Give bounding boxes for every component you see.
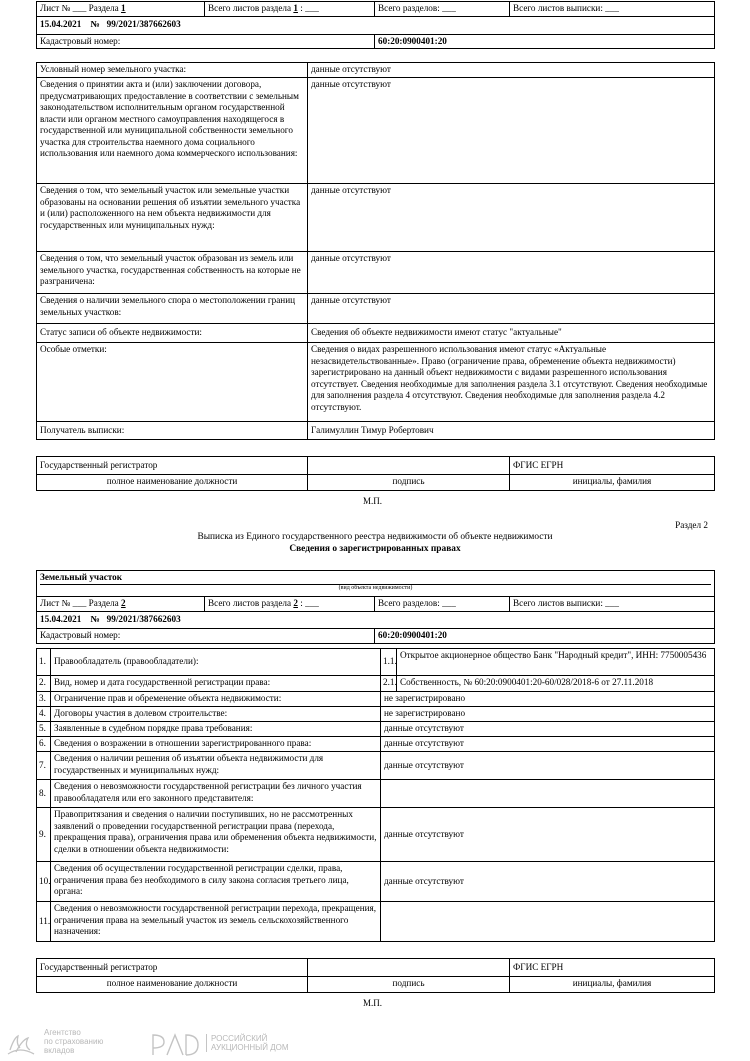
s2-date-number: 15.04.2021 № 99/2021/387662603	[37, 612, 715, 629]
s2-total-sections: Всего разделов: ___	[375, 597, 510, 612]
s2-row-label: Правопритязания и сведения о наличии поступивших, но не рассмотренных заявлений о проведении государственной регистрации права (перехода, прекращения права), ограничения права или обременения объекта недвижимости, сделки в отношении объекта недвижимости:	[51, 808, 381, 862]
registrar-name: ФГИС ЕГРН	[510, 959, 715, 977]
s2-row-label: Правообладатель (правообладатели):	[51, 649, 381, 676]
s2-row-value: данные отсутствуют	[381, 722, 715, 737]
registrar-signature	[308, 959, 510, 977]
s2-row-label: Сведения о невозможности государственной регистрации перехода, прекращения, ограничения права на земельный участок из земель сельскохозяйственного назначения:	[51, 902, 381, 942]
s2-row-value	[381, 902, 715, 942]
s1-header-table	[36, 1, 715, 49]
s1-main-table	[36, 62, 715, 440]
s1-date-number: 15.04.2021 № 99/2021/387662603	[37, 16, 715, 34]
s1-row-label: Получатель выписки:	[37, 422, 308, 440]
s2-row-label: Ограничение прав и обременение объекта недвижимости:	[51, 692, 381, 707]
s2-row-num: 2.	[37, 676, 51, 692]
object-type-cell	[37, 571, 715, 597]
s1-sheet-no: Лист № ___ Раздела 1	[37, 2, 205, 17]
caption-position: полное наименование должности	[37, 977, 308, 993]
s2-row-value: данные отсутствуют	[381, 752, 715, 780]
registrar-signature	[308, 457, 510, 475]
s2-row-label: Заявленные в судебном порядке права требования:	[51, 722, 381, 737]
s1-row-label: Сведения о принятии акта и (или) заключении договора, предусматривающих предоставление в соответствии с земельным законодательством исполнительным органом государственной власти или органом местного самоуправления находящегося в государственной или муниципальной собственности земельного участка для строительства наемного дома социального использования или наемного дома коммерческого использования:	[37, 78, 308, 184]
s2-row-num: 7.	[37, 752, 51, 780]
s2-row-label: Сведения об осуществлении государственной регистрации сделки, права, ограничения права без необходимого в силу закона согласия третьего лица, органа:	[51, 862, 381, 902]
s2-header-table	[36, 570, 715, 644]
asv-logo-icon	[4, 1026, 38, 1058]
s1-row-value: Галимуллин Тимур Робертович	[308, 422, 715, 440]
object-type: Земельный участок	[40, 572, 123, 582]
s2-row-num: 6.	[37, 737, 51, 752]
s2-row-value: Открытое акционерное общество Банк "Народный кредит", ИНН: 7750005436	[397, 649, 715, 676]
caption-signature: подпись	[308, 475, 510, 491]
s2-subtitle: Сведения о зарегистрированных правах	[289, 544, 461, 554]
s2-sheet-no: Лист № ___ Раздела 2	[37, 597, 205, 612]
s2-row-label: Сведения о невозможности государственной регистрации без личного участия правообладателя или его законного представителя:	[51, 780, 381, 808]
s1-row-value: данные отсутствуют	[308, 63, 715, 78]
s1-row-label: Сведения о том, что земельный участок образован из земель или земельного участка, государственная собственность на которые не разграничена:	[37, 252, 308, 294]
rad-logo-icon	[150, 1030, 202, 1058]
s1-total-sheets: Всего листов выписки: ___	[510, 2, 715, 17]
stamp-place: М.П.	[363, 496, 383, 506]
s1-row-label: Сведения о том, что земельный участок или земельные участки образованы на основании решения об изъятии земельного участка и (или) расположенного на нем объекта недвижимости для государственных или муниципальных нужд:	[37, 184, 308, 252]
s2-row-num: 10.	[37, 862, 51, 902]
s2-row-num: 9.	[37, 808, 51, 862]
s1-row-label: Сведения о наличии земельного спора о местоположении границ земельных участков:	[37, 294, 308, 324]
s1-row-label: Условный номер земельного участка:	[37, 63, 308, 78]
s2-row-value: данные отсутствуют	[381, 737, 715, 752]
s2-row-value: данные отсутствуют	[381, 862, 715, 902]
s1-total-sections: Всего разделов: ___	[375, 2, 510, 17]
s2-row-label: Договоры участия в долевом строительстве:	[51, 707, 381, 722]
s2-row-subnum: 1.1.	[381, 649, 397, 676]
caption-name: инициалы, фамилия	[510, 977, 715, 993]
s1-row-value: данные отсутствуют	[308, 252, 715, 294]
s2-row-subnum: 2.1.	[381, 676, 397, 692]
s2-row-num: 3.	[37, 692, 51, 707]
s2-title: Выписка из Единого государственного реестра недвижимости об объекте недвижимости	[197, 532, 553, 542]
s2-signature-table	[36, 958, 715, 993]
s1-row-value: данные отсутствуют	[308, 78, 715, 184]
s2-row-num: 1.	[37, 649, 51, 676]
stamp-place: М.П.	[363, 998, 383, 1008]
s1-total-sheets-section: Всего листов раздела 1 : ___	[205, 2, 375, 17]
registrar-name: ФГИС ЕГРН	[510, 457, 715, 475]
registrar-position: Государственный регистратор	[37, 457, 308, 475]
s1-row-value: Сведения о видах разрешенного использования имеют статус «Актуальные незасвидетельствованные». Право (ограничение права, обременение объекта недвижимости) зарегистрировано на данный объект недвижимости с видами разрешенного использования отсутствует. Сведения необходимые для заполнения раздела 3.1 отсутствуют. Сведения необходимые для заполнения раздела 4 отсутствуют. Сведения необходимые для заполнения раздела 4.2 отсутствуют.	[308, 343, 715, 422]
s2-total-sheets: Всего листов выписки: ___	[510, 597, 715, 612]
s2-total-sheets-section: Всего листов раздела 2 : ___	[205, 597, 375, 612]
s2-row-value	[381, 780, 715, 808]
s1-row-label: Особые отметки:	[37, 343, 308, 422]
s2-rights-table	[36, 648, 715, 942]
s2-row-label: Сведения о наличии решения об изъятии объекта недвижимости для государственных и муниципальных нужд:	[51, 752, 381, 780]
s2-row-value: не зарегистрировано	[381, 692, 715, 707]
s1-row-value: Сведения об объекте недвижимости имеют статус "актуальные"	[308, 324, 715, 343]
s1-signature-table	[36, 456, 715, 491]
s1-row-value: данные отсутствуют	[308, 294, 715, 324]
s2-cad-label: Кадастровый номер:	[37, 629, 375, 644]
rad-logo: РОССИЙСКИЙ АУКЦИОННЫЙ ДОМ	[150, 1030, 330, 1058]
s2-row-num: 4.	[37, 707, 51, 722]
caption-name: инициалы, фамилия	[510, 475, 715, 491]
caption-position: полное наименование должности	[37, 475, 308, 491]
s2-row-value: Собственность, № 60:20:0900401:20-60/028/2018-6 от 27.11.2018	[397, 676, 715, 692]
s2-row-value: не зарегистрировано	[381, 707, 715, 722]
s2-row-num: 8.	[37, 780, 51, 808]
s1-row-label: Статус записи об объекте недвижимости:	[37, 324, 308, 343]
s2-row-num: 11.	[37, 902, 51, 942]
s2-row-label: Сведения о возражении в отношении зарегистрированного права:	[51, 737, 381, 752]
s2-row-num: 5.	[37, 722, 51, 737]
s1-cad-value: 60:20:0900401:20	[375, 34, 715, 49]
s1-row-value: данные отсутствуют	[308, 184, 715, 252]
s1-cad-label: Кадастровый номер:	[37, 34, 375, 49]
asv-logo: Агентство по страхованию вкладов	[4, 1026, 134, 1058]
s2-row-label: Вид, номер и дата государственной регистрации права:	[51, 676, 381, 692]
section-2-label: Раздел 2	[675, 520, 708, 530]
s2-row-value: данные отсутствуют	[381, 808, 715, 862]
caption-signature: подпись	[308, 977, 510, 993]
registrar-position: Государственный регистратор	[37, 959, 308, 977]
s2-cad-value: 60:20:0900401:20	[375, 629, 715, 644]
object-type-caption: (вид объекта недвижимости)	[40, 584, 711, 592]
